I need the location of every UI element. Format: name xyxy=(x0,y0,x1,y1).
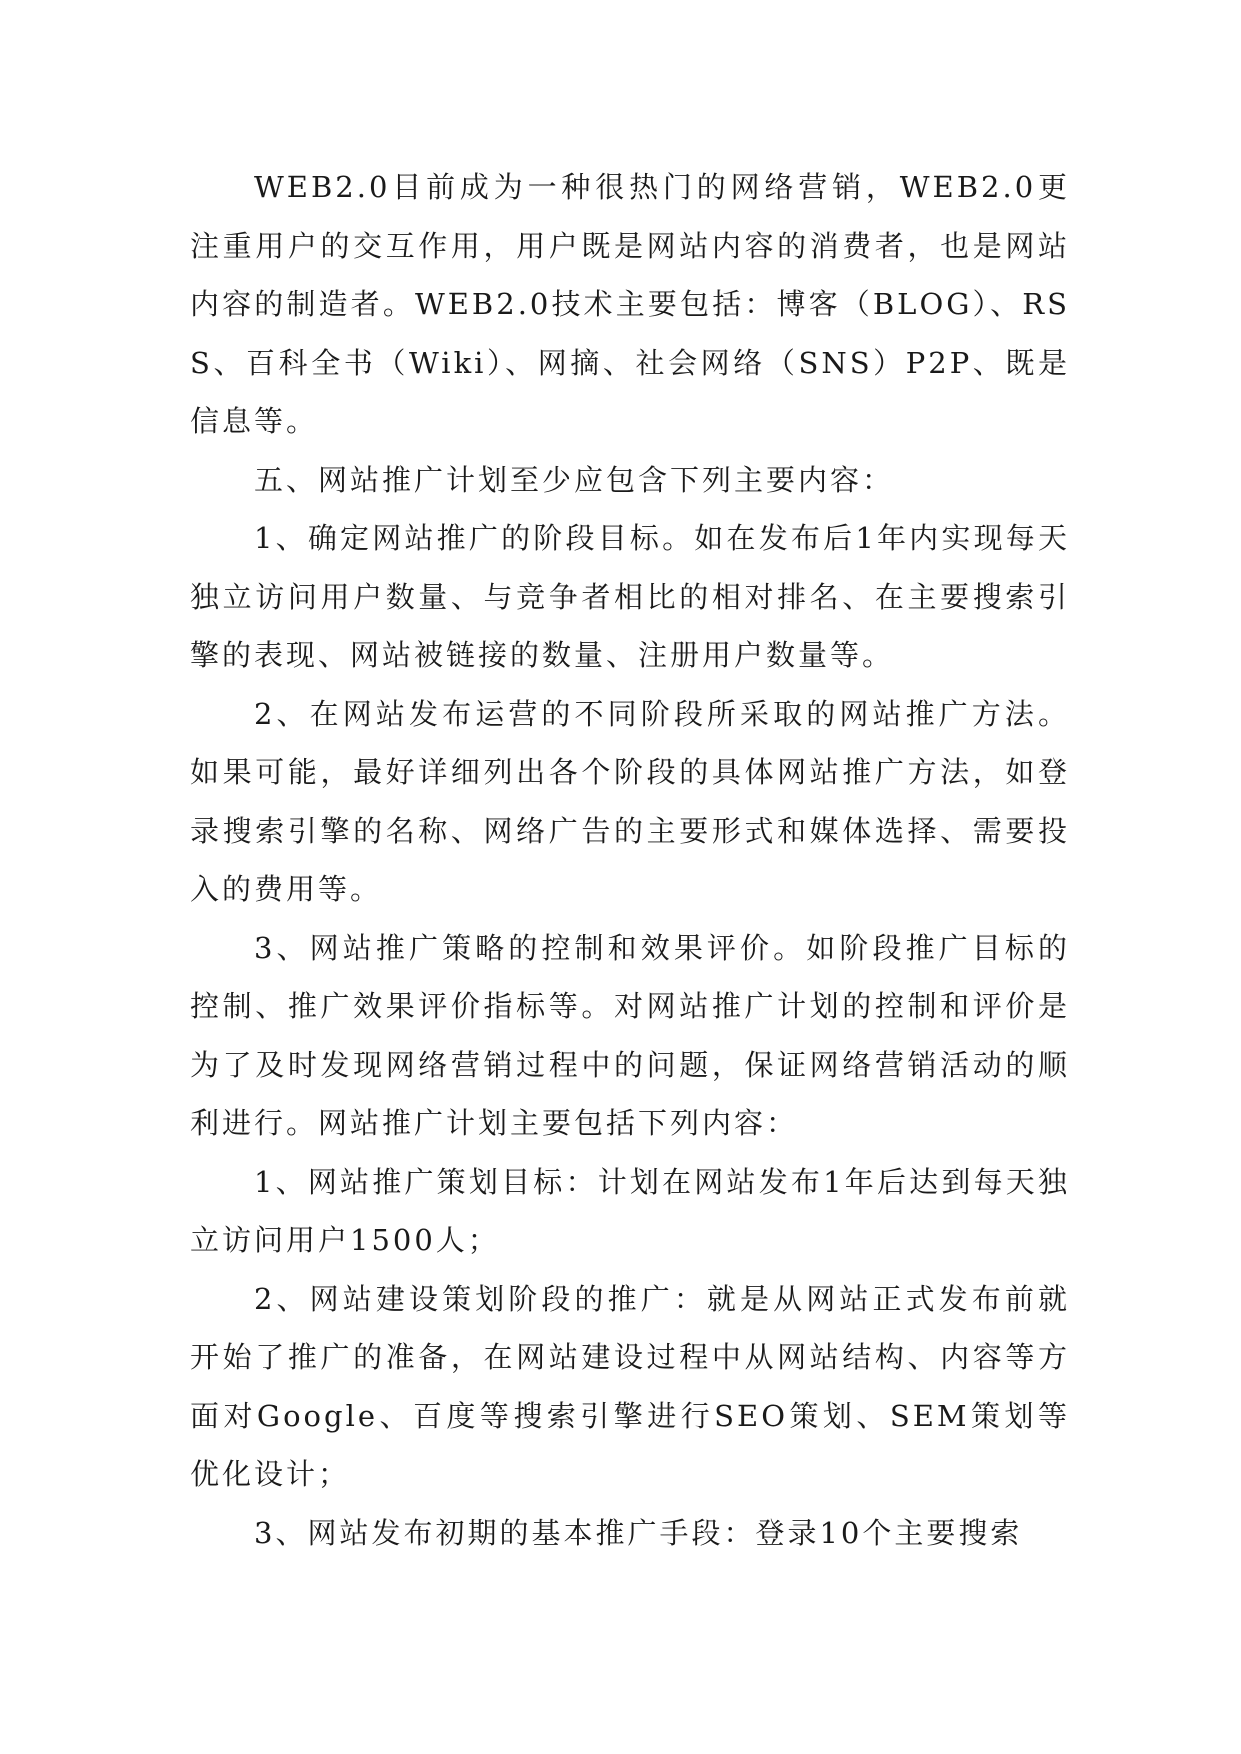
document-body xyxy=(190,158,1070,1562)
paragraph-plan-item-1-target: 1、网站推广策划目标：计划在网站发布1年后达到每天独立访问用户1500人； xyxy=(190,1164,1070,1257)
paragraph-item-3-control-evaluation: 3、网站推广策略的控制和效果评价。如阶段推广目标的控制、推广效果评价指标等。对网站推广计划的控制和评价是为了及时发现网络营销过程中的问题，保证网络营销活动的顺利进行。网站推广计划主要包括下列内容： xyxy=(190,930,1070,1140)
paragraph-section-five-heading: 五、网站推广计划至少应包含下列主要内容： xyxy=(254,462,895,497)
paragraph-plan-item-2-construction: 2、网站建设策划阶段的推广：就是从网站正式发布前就开始了推广的准备，在网站建设过程中从网站结构、内容等方面对Google、百度等搜索引擎进行SEO策划、SEM策划等优化设计； xyxy=(190,1281,1070,1491)
paragraph-item-2-methods: 2、在网站发布运营的不同阶段所采取的网站推广方法。如果可能，最好详细列出各个阶段的具体网站推广方法，如登录搜索引擎的名称、网络广告的主要形式和媒体选择、需要投入的费用等。 xyxy=(190,696,1070,906)
paragraph-plan-item-3-launch: 3、网站发布初期的基本推广手段：登录10个主要搜索 xyxy=(254,1515,1023,1550)
paragraph-web20: WEB2.0目前成为一种很热门的网络营销，WEB2.0更注重用户的交互作用，用户既是网站内容的消费者，也是网站内容的制造者。WEB2.0技术主要包括：博客（BLOG）、RSS、百科全书（Wiki）、网摘、社会网络（SNS）P2P、既是信息等。 xyxy=(190,170,1070,438)
paragraph-item-1-stage-goals: 1、确定网站推广的阶段目标。如在发布后1年内实现每天独立访问用户数量、与竞争者相比的相对排名、在主要搜索引擎的表现、网站被链接的数量、注册用户数量等。 xyxy=(190,521,1070,672)
